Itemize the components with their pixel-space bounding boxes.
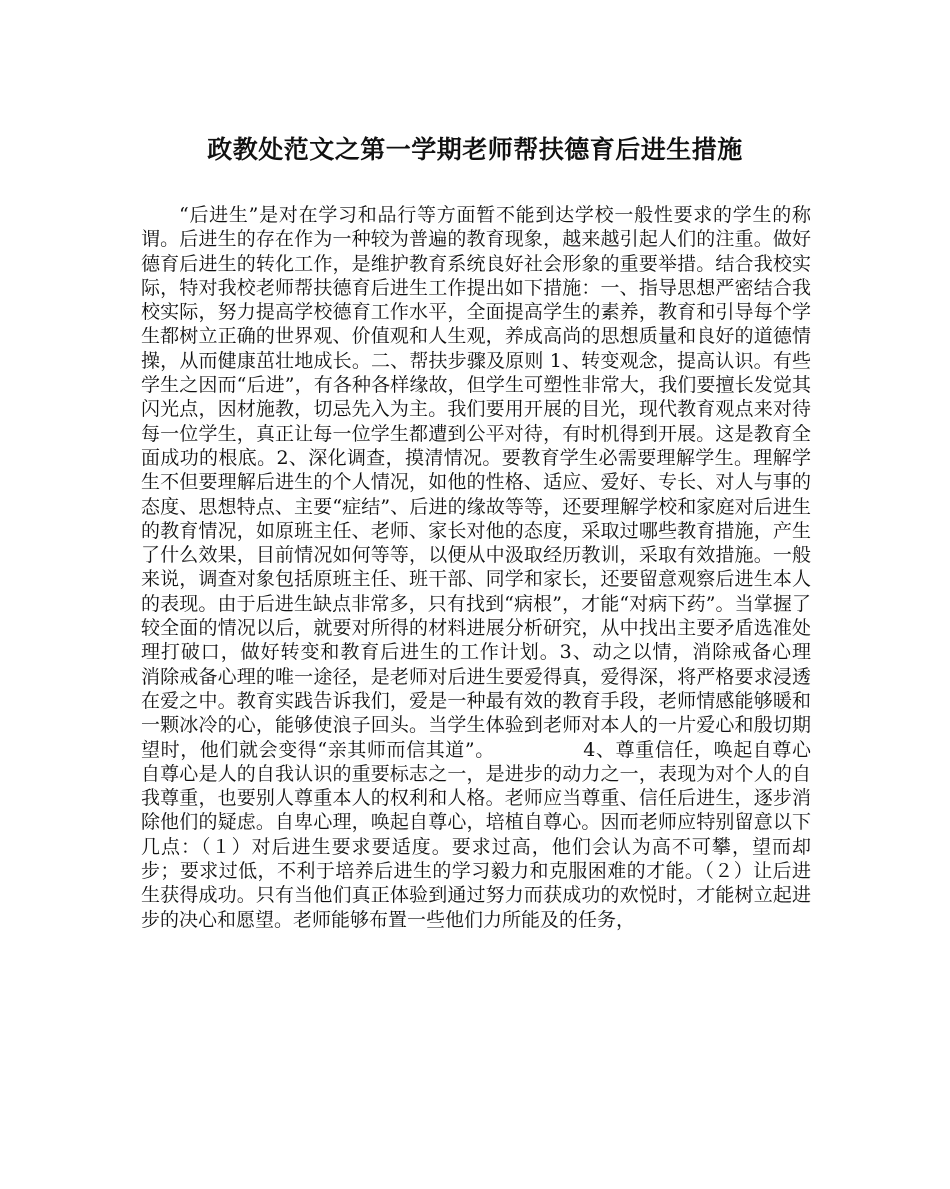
- document-body-paragraph: “后进生”是对在学习和品行等方面暂不能到达学校一般性要求的学生的称谓。后进生的存在作为一种较为普遍的教育现象，越来越引起人们的注重。做好德育后进生的转化工作，是维护教育系统良好社会形象的重要举措。结合我校实际，特对我校老师帮扶德育后进生工作提出如下措施：一、指导思想严密结合我校实际，努力提高学校德育工作水平，全面提高学生的素养，教育和引导每个学生都树立正确的世界观、价值观和人生观，养成高尚的思想质量和良好的道德情操，从而健康茁壮地成长。二、帮扶步骤及原则 1、转变观念，提高认识。有些学生之因而“后进”，有各种各样缘故，但学生可塑性非常大，我们要擅长发觉其闪光点，因材施教，切忌先入为主。我们要用开展的目光，现代教育观点来对待每一位学生，真正让每一位学生都遭到公平对待，有时机得到开展。这是教育全面成功的根底。2、深化调查，摸清情况。要教育学生必需要理解学生。理解学生不但要理解后进生的个人情况，如他的性格、适应、爱好、专长、对人与事的态度、思想特点、主要“症结”、后进的缘故等等，还要理解学校和家庭对后进生的教育情况，如原班主任、老师、家长对他的态度，采取过哪些教育措施，产生了什么效果，目前情况如何等等，以便从中汲取经历教训，采取有效措施。一般来说，调查对象包括原班主任、班干部、同学和家长，还要留意观察后进生本人的表现。由于后进生缺点非常多，只有找到“病根”，才能“对病下药”。当掌握了较全面的情况以后，就要对所得的材料进展分析研究，从中找出主要矛盾选准处理打破口，做好转变和教育后进生的工作计划。3、动之以情，消除戒备心理 消除戒备心理的唯一途径，是老师对后进生要爱得真，爱得深，将严格要求浸透在爱之中。教育实践告诉我们，爱是一种最有效的教育手段，老师情感能够暖和一颗冰冷的心，能够使浪子回头。当学生体验到老师对本人的一片爱心和殷切期望时，他们就会变得“亲其师而信其道”。 4、尊重信任，唤起自尊心 自尊心是人的自我认识的重要标志之一，是进步的动力之一，表现为对个人的自我尊重，也要别人尊重本人的权利和人格。老师应当尊重、信任后进生，逐步消除他们的疑虑。自卑心理，唤起自尊心，培植自尊心。因而老师应特别留意以下几点：（１）对后进生要求要适度。要求过高，他们会认为高不可攀，望而却步；要求过低，不利于培养后进生的学习毅力和克服困难的才能。（２）让后进生获得成功。只有当他们真正体验到通过努力而获成功的欢悦时，才能树立起进步的决心和愿望。老师能够布置一些他们力所能及的任务，: [141, 204, 926, 931]
- document-title: 政教处范文之第一学期老师帮扶德育后进生措施: [207, 135, 743, 164]
